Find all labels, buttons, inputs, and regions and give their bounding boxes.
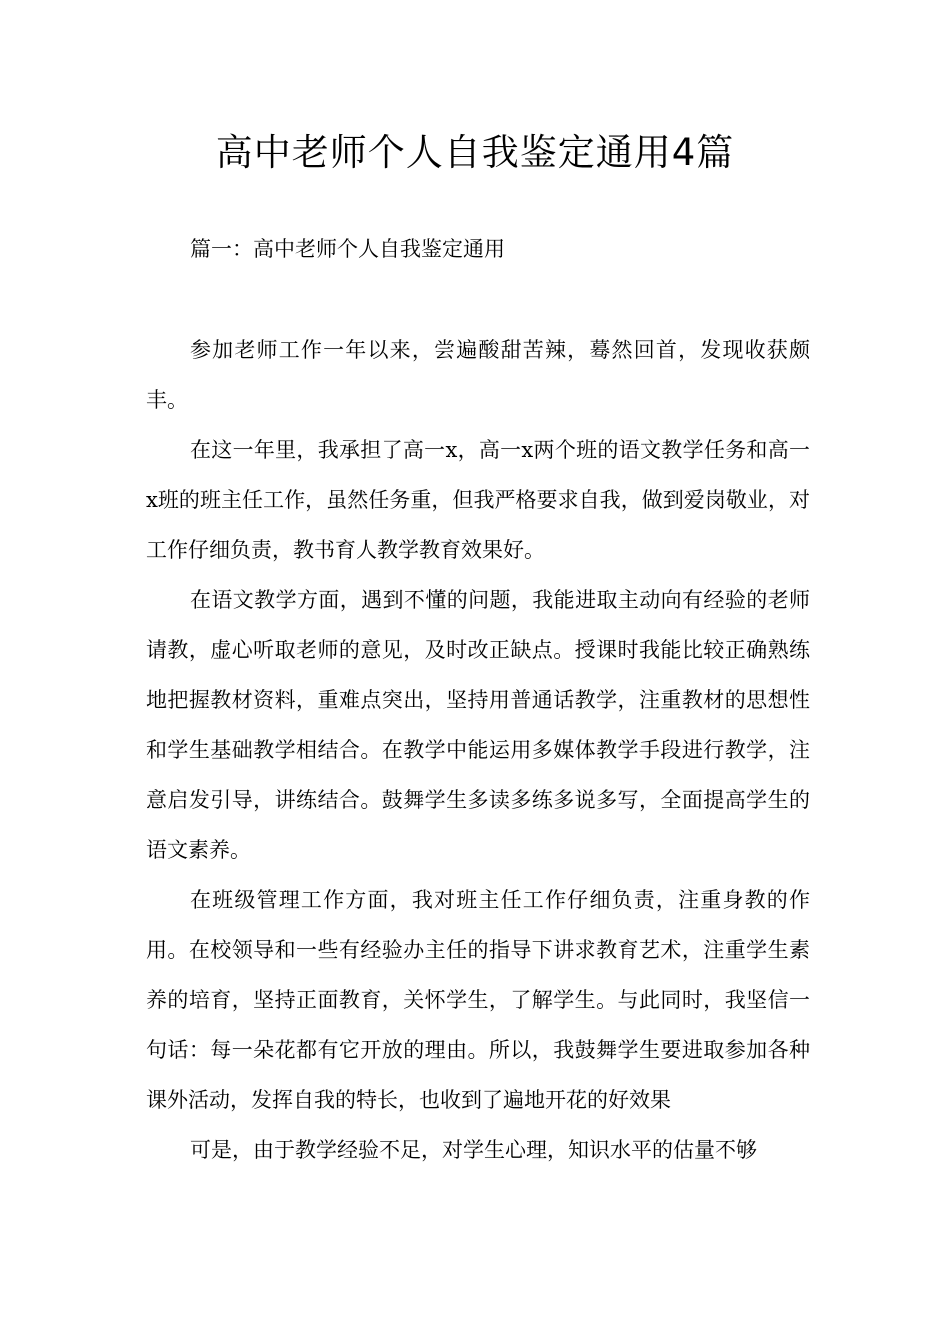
document-title: 高中老师个人自我鉴定通用4篇 — [215, 131, 735, 174]
paragraph-1: 参加老师工作一年以来，尝遍酸甜苦辣，蓦然回首，发现收获颇丰。 — [146, 338, 810, 412]
paragraph-3: 在语文教学方面，遇到不懂的问题，我能进取主动向有经验的老师请教，虚心听取老师的意见，及时改正缺点。授课时我能比较正确熟练地把握教材资料，重难点突出，坚持用普通话教学，注重教材的思想性和学生基础教学相结合。在教学中能运用多媒体教学手段进行教学，注意启发引导，讲练结合。鼓舞学生多读多练多说多写，全面提高学生的语文素养。 — [146, 588, 810, 862]
document-body — [146, 325, 810, 1175]
section-heading: 篇一：高中老师个人自我鉴定通用 — [190, 237, 505, 261]
paragraph-2: 在这一年里，我承担了高一x，高一x两个班的语文教学任务和高一x班的班主任工作，虽然任务重，但我严格要求自我，做到爱岗敬业，对工作仔细负责，教书育人教学教育效果好。 — [146, 438, 810, 562]
paragraph-4: 在班级管理工作方面，我对班主任工作仔细负责，注重身教的作用。在校领导和一些有经验办主任的指导下讲求教育艺术，注重学生素养的培育，坚持正面教育，关怀学生，了解学生。与此同时，我坚信一句话：每一朵花都有它开放的理由。所以，我鼓舞学生要进取参加各种课外活动，发挥自我的特长，也收到了遍地开花的好效果 — [146, 888, 810, 1112]
paragraph-5: 可是，由于教学经验不足，对学生心理，知识水平的估量不够 — [190, 1138, 757, 1162]
